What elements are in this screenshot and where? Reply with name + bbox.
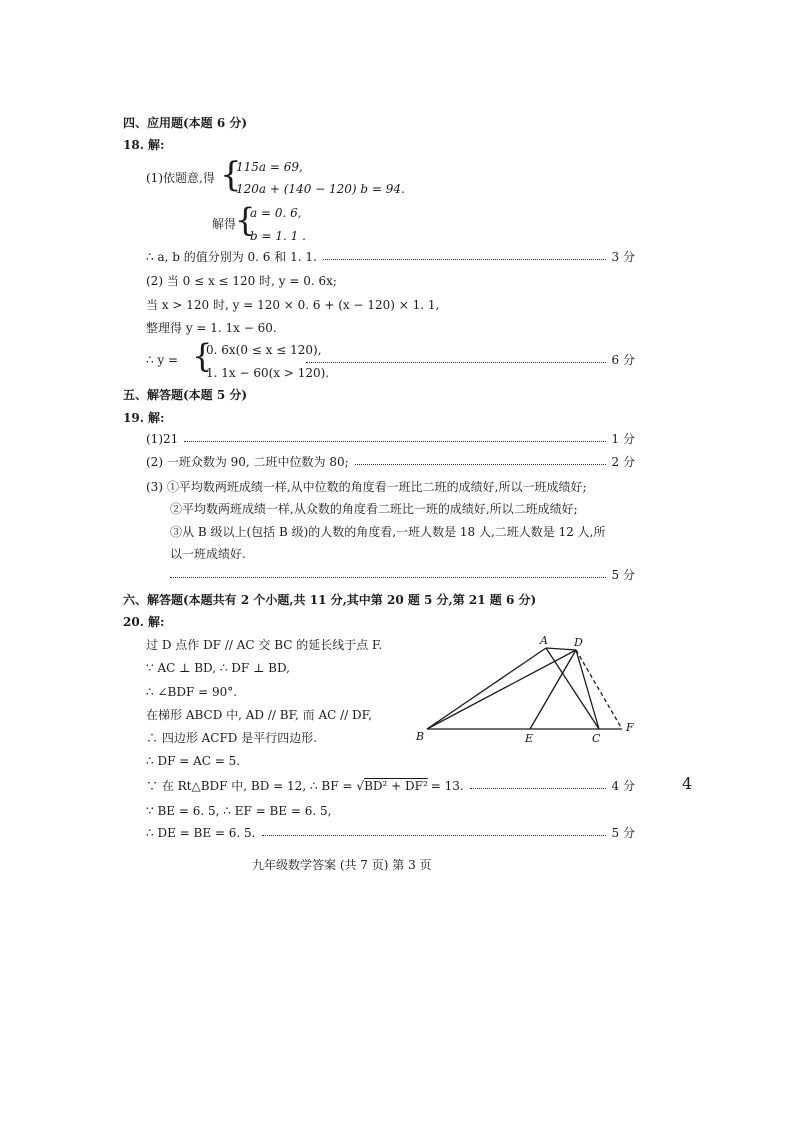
label-E: E — [525, 732, 534, 745]
q18-part2-line1: (2) 当 0 ≤ x ≤ 120 时, y = 0. 6x; — [146, 274, 337, 288]
q19-answer-2: (2) 一班众数为 90, 二班中位数为 80; — [146, 455, 349, 469]
q20-line-3: ∴ ∠BDF = 90°. — [146, 685, 238, 699]
dot-leader — [470, 788, 606, 789]
sqrt-radicand: BD² + DF² — [364, 779, 428, 793]
q20-line-9-row — [146, 825, 635, 841]
q20-line-7b: = 13. — [430, 779, 464, 793]
dot-leader — [170, 577, 606, 578]
dot-leader — [323, 259, 606, 260]
q18-conclusion-row — [146, 249, 635, 265]
q19-answer-3-line4: 以一班成绩好. — [170, 547, 246, 561]
equation-1: 115a = 69, — [236, 160, 303, 174]
piecewise-case-2: 1. 1x − 60(x > 120). — [206, 366, 330, 380]
label-C: C — [592, 732, 601, 745]
margin-number: 4 — [682, 774, 693, 793]
score-5b: 5 分 — [611, 826, 635, 840]
q20-line-5: ∴ 四边形 ACFD 是平行四边形. — [146, 731, 318, 745]
trapezoid-figure — [410, 630, 650, 750]
section-5-heading: 五、解答题(本题 5 分) — [123, 388, 248, 402]
system-brace: { — [220, 155, 242, 195]
solution-brace: { — [235, 201, 256, 239]
sqrt-sign: √ — [356, 779, 365, 793]
segment-AD — [546, 648, 576, 650]
score-4: 4 分 — [611, 779, 635, 793]
q20-line-7a: ∵ 在 Rt△BDF 中, BD = 12, ∴ BF = — [146, 779, 353, 793]
dot-leader — [184, 441, 605, 442]
q20-line-7-row — [146, 778, 635, 794]
label-B: B — [416, 730, 425, 743]
q19-answer-3-line1: (3) ①平均数两班成绩一样,从中位数的角度看一班比二班的成绩好,所以一班成绩好; — [146, 480, 587, 494]
q18-part2-line3: 整理得 y = 1. 1x − 60. — [146, 321, 277, 335]
piecewise-brace: { — [192, 337, 213, 375]
segment-DC — [576, 650, 599, 729]
q19-answer-1-row — [146, 431, 635, 447]
q19-answer-3-line2: ②平均数两班成绩一样,从众数的角度看二班比一班的成绩好,所以二班成绩好; — [170, 502, 578, 516]
section-6-heading: 六、解答题(本题共有 2 个小题,共 11 分,其中第 20 题 5 分,第 21 题 6 分) — [123, 593, 537, 607]
q19-answer-2-row — [146, 454, 635, 470]
q20-line-1: 过 D 点作 DF // AC 交 BC 的延长线于点 F. — [146, 638, 383, 652]
dot-leader — [306, 362, 606, 363]
section-4-heading: 四、应用题(本题 6 分) — [123, 116, 248, 130]
solve-prefix: 解得 — [212, 217, 237, 231]
page-footer: 九年级数学答案 (共 7 页) 第 3 页 — [252, 858, 432, 872]
q18-part2-line2: 当 x > 120 时, y = 120 × 0. 6 + (x − 120) × 1. 1, — [146, 298, 440, 312]
label-A: A — [540, 634, 548, 647]
q20-line-2: ∵ AC ⊥ BD, ∴ DF ⊥ BD, — [146, 661, 290, 675]
solution-a: a = 0. 6, — [250, 206, 302, 220]
dot-leader — [262, 835, 606, 836]
question-20-label: 20. 解: — [123, 615, 165, 629]
q20-line-4: 在梯形 ABCD 中, AD // BF, 而 AC // DF, — [146, 708, 372, 722]
score-5: 5 分 — [611, 568, 635, 582]
equation-2: 120a + (140 − 120) b = 94. — [236, 182, 405, 196]
piecewise-case-1: 0. 6x(0 ≤ x ≤ 120), — [206, 343, 322, 357]
solution-b: b = 1. 1 . — [250, 229, 306, 243]
piecewise-therefore: ∴ y = — [146, 353, 179, 367]
q19-answer-1: (1)21 — [146, 432, 179, 446]
segment-BA — [427, 648, 546, 729]
score-2: 2 分 — [611, 455, 635, 469]
q20-line-9: ∴ DE = BE = 6. 5. — [146, 826, 256, 840]
q19-answer-3-score-row — [170, 567, 635, 583]
q19-answer-3-line3: ③从 B 级以上(包括 B 级)的人数的角度看,一班人数是 18 人,二班人数是 12 人,所 — [170, 525, 606, 539]
label-D: D — [574, 636, 583, 649]
question-19-label: 19. 解: — [123, 411, 165, 425]
score-3: 3 分 — [611, 250, 635, 264]
q18-conclusion: ∴ a, b 的值分别为 0. 6 和 1. 1. — [146, 250, 317, 264]
score-1: 1 分 — [611, 432, 635, 446]
q20-line-6: ∴ DF = AC = 5. — [146, 754, 241, 768]
segment-DF-dashed — [576, 650, 622, 729]
piecewise-score-row — [300, 352, 635, 368]
score-6: 6 分 — [611, 353, 635, 367]
dot-leader — [355, 464, 606, 465]
label-F: F — [626, 721, 634, 734]
question-18-label: 18. 解: — [123, 138, 165, 152]
q18-part1-prefix: (1)依题意,得 — [146, 171, 215, 185]
q20-line-8: ∵ BE = 6. 5, ∴ EF = BE = 6. 5, — [146, 804, 332, 818]
